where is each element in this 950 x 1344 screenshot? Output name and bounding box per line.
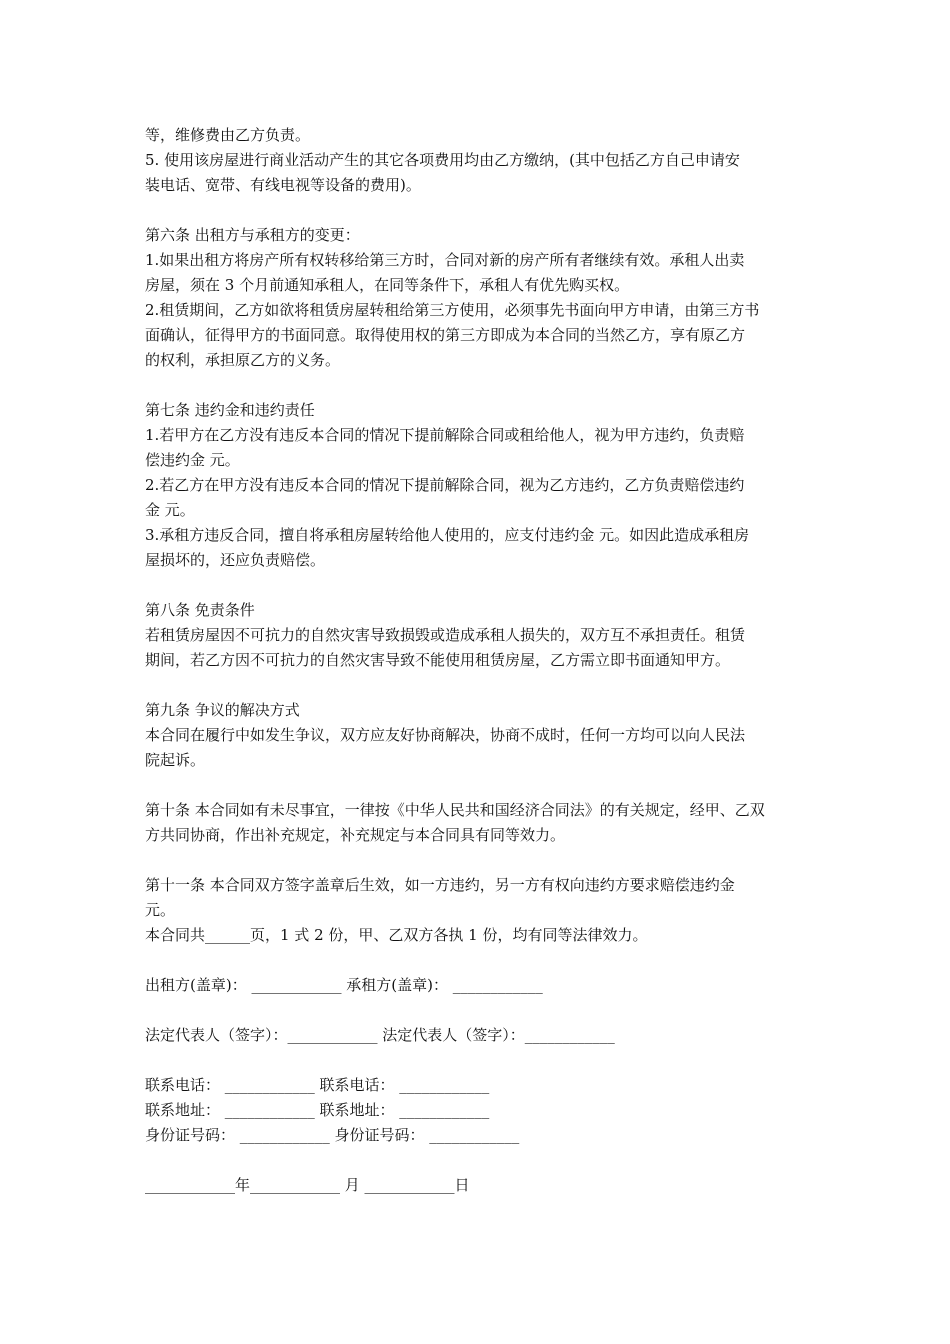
section-heading: 第八条 免责条件 [145,601,255,619]
text-line: 本合同共______页，1 式 2 份，甲、乙双方各执 1 份，均有同等法律效力。 [145,926,648,944]
text-line: 元。 [145,901,176,919]
blank-line [145,198,811,223]
blank-line [145,998,811,1023]
text-line: 若租赁房屋因不可抗力的自然灾害导致损毁或造成承租人损失的，双方互不承担责任。租赁 [145,626,746,644]
text-line: 第十一条 本合同双方签字盖章后生效，如一方违约，另一方有权向违约方要求赔偿违约金 [145,876,735,894]
blank-line [145,573,811,598]
signature-line: 法定代表人（签字）：____________ 法定代表人（签字）：____________ [145,1026,615,1044]
text-line: 等，维修费由乙方负责。 [145,126,311,144]
text-line: 偿违约金 元。 [145,451,240,469]
contact-line: 联系电话： ____________ 联系电话： ____________ [145,1076,490,1094]
text-line: 3.承租方违反合同，擅自将承租房屋转给他人使用的，应支付违约金 元。如因此造成承租房 [145,526,750,544]
section-heading: 第六条 出租方与承租方的变更： [145,226,360,244]
blank-line [145,1048,811,1073]
text-line: 5. 使用该房屋进行商业活动产生的其它各项费用均由乙方缴纳，(其中包括乙方自己申请安 [145,151,740,169]
text-line: 金 元。 [145,501,195,519]
text-line: 2.租赁期间，乙方如欲将租赁房屋转租给第三方使用，必须事先书面向甲方申请，由第三方书 [145,301,760,319]
contact-line: 联系地址： ____________ 联系地址： ____________ [145,1101,490,1119]
text-line: 院起诉。 [145,751,206,769]
section-heading: 第七条 违约金和违约责任 [145,401,315,419]
text-line: 的权利，承担原乙方的义务。 [145,351,341,369]
text-line: 房屋，须在 3 个月前通知承租人，在同等条件下，承租人有优先购买权。 [145,276,630,294]
blank-line [145,773,811,798]
blank-line [145,1148,811,1173]
text-line: 2.若乙方在甲方没有违反本合同的情况下提前解除合同，视为乙方违约，乙方负责赔偿违约 [145,476,745,494]
text-line: 期间，若乙方因不可抗力的自然灾害导致不能使用租赁房屋，乙方需立即书面通知甲方。 [145,651,731,669]
text-line: 1.若甲方在乙方没有违反本合同的情况下提前解除合同或租给他人，视为甲方违约，负责赔 [145,426,745,444]
text-line: 面确认，征得甲方的书面同意。取得使用权的第三方即成为本合同的当然乙方，享有原乙方 [145,326,746,344]
text-line: 第十条 本合同如有未尽事宜，一律按《中华人民共和国经济合同法》的有关规定，经甲、乙双 [145,801,765,819]
blank-line [145,948,811,973]
signature-line: 出租方(盖章)： ____________ 承租方(盖章)： ____________ [145,976,543,994]
blank-line [145,373,811,398]
contract-page [145,123,811,1198]
text-line: 方共同协商，作出补充规定，补充规定与本合同具有同等效力。 [145,826,566,844]
text-line: 装电话、宽带、有线电视等设备的费用)。 [145,176,421,194]
blank-line [145,848,811,873]
date-line: ____________年____________ 月 ____________日 [145,1176,470,1194]
contact-line: 身份证号码： ____________ 身份证号码： ____________ [145,1126,520,1144]
text-line: 屋损坏的，还应负责赔偿。 [145,551,326,569]
text-line: 1.如果出租方将房产所有权转移给第三方时，合同对新的房产所有者继续有效。承租人出卖 [145,251,745,269]
section-heading: 第九条 争议的解决方式 [145,701,300,719]
blank-line [145,673,811,698]
text-line: 本合同在履行中如发生争议，双方应友好协商解决，协商不成时，任何一方均可以向人民法 [145,726,746,744]
